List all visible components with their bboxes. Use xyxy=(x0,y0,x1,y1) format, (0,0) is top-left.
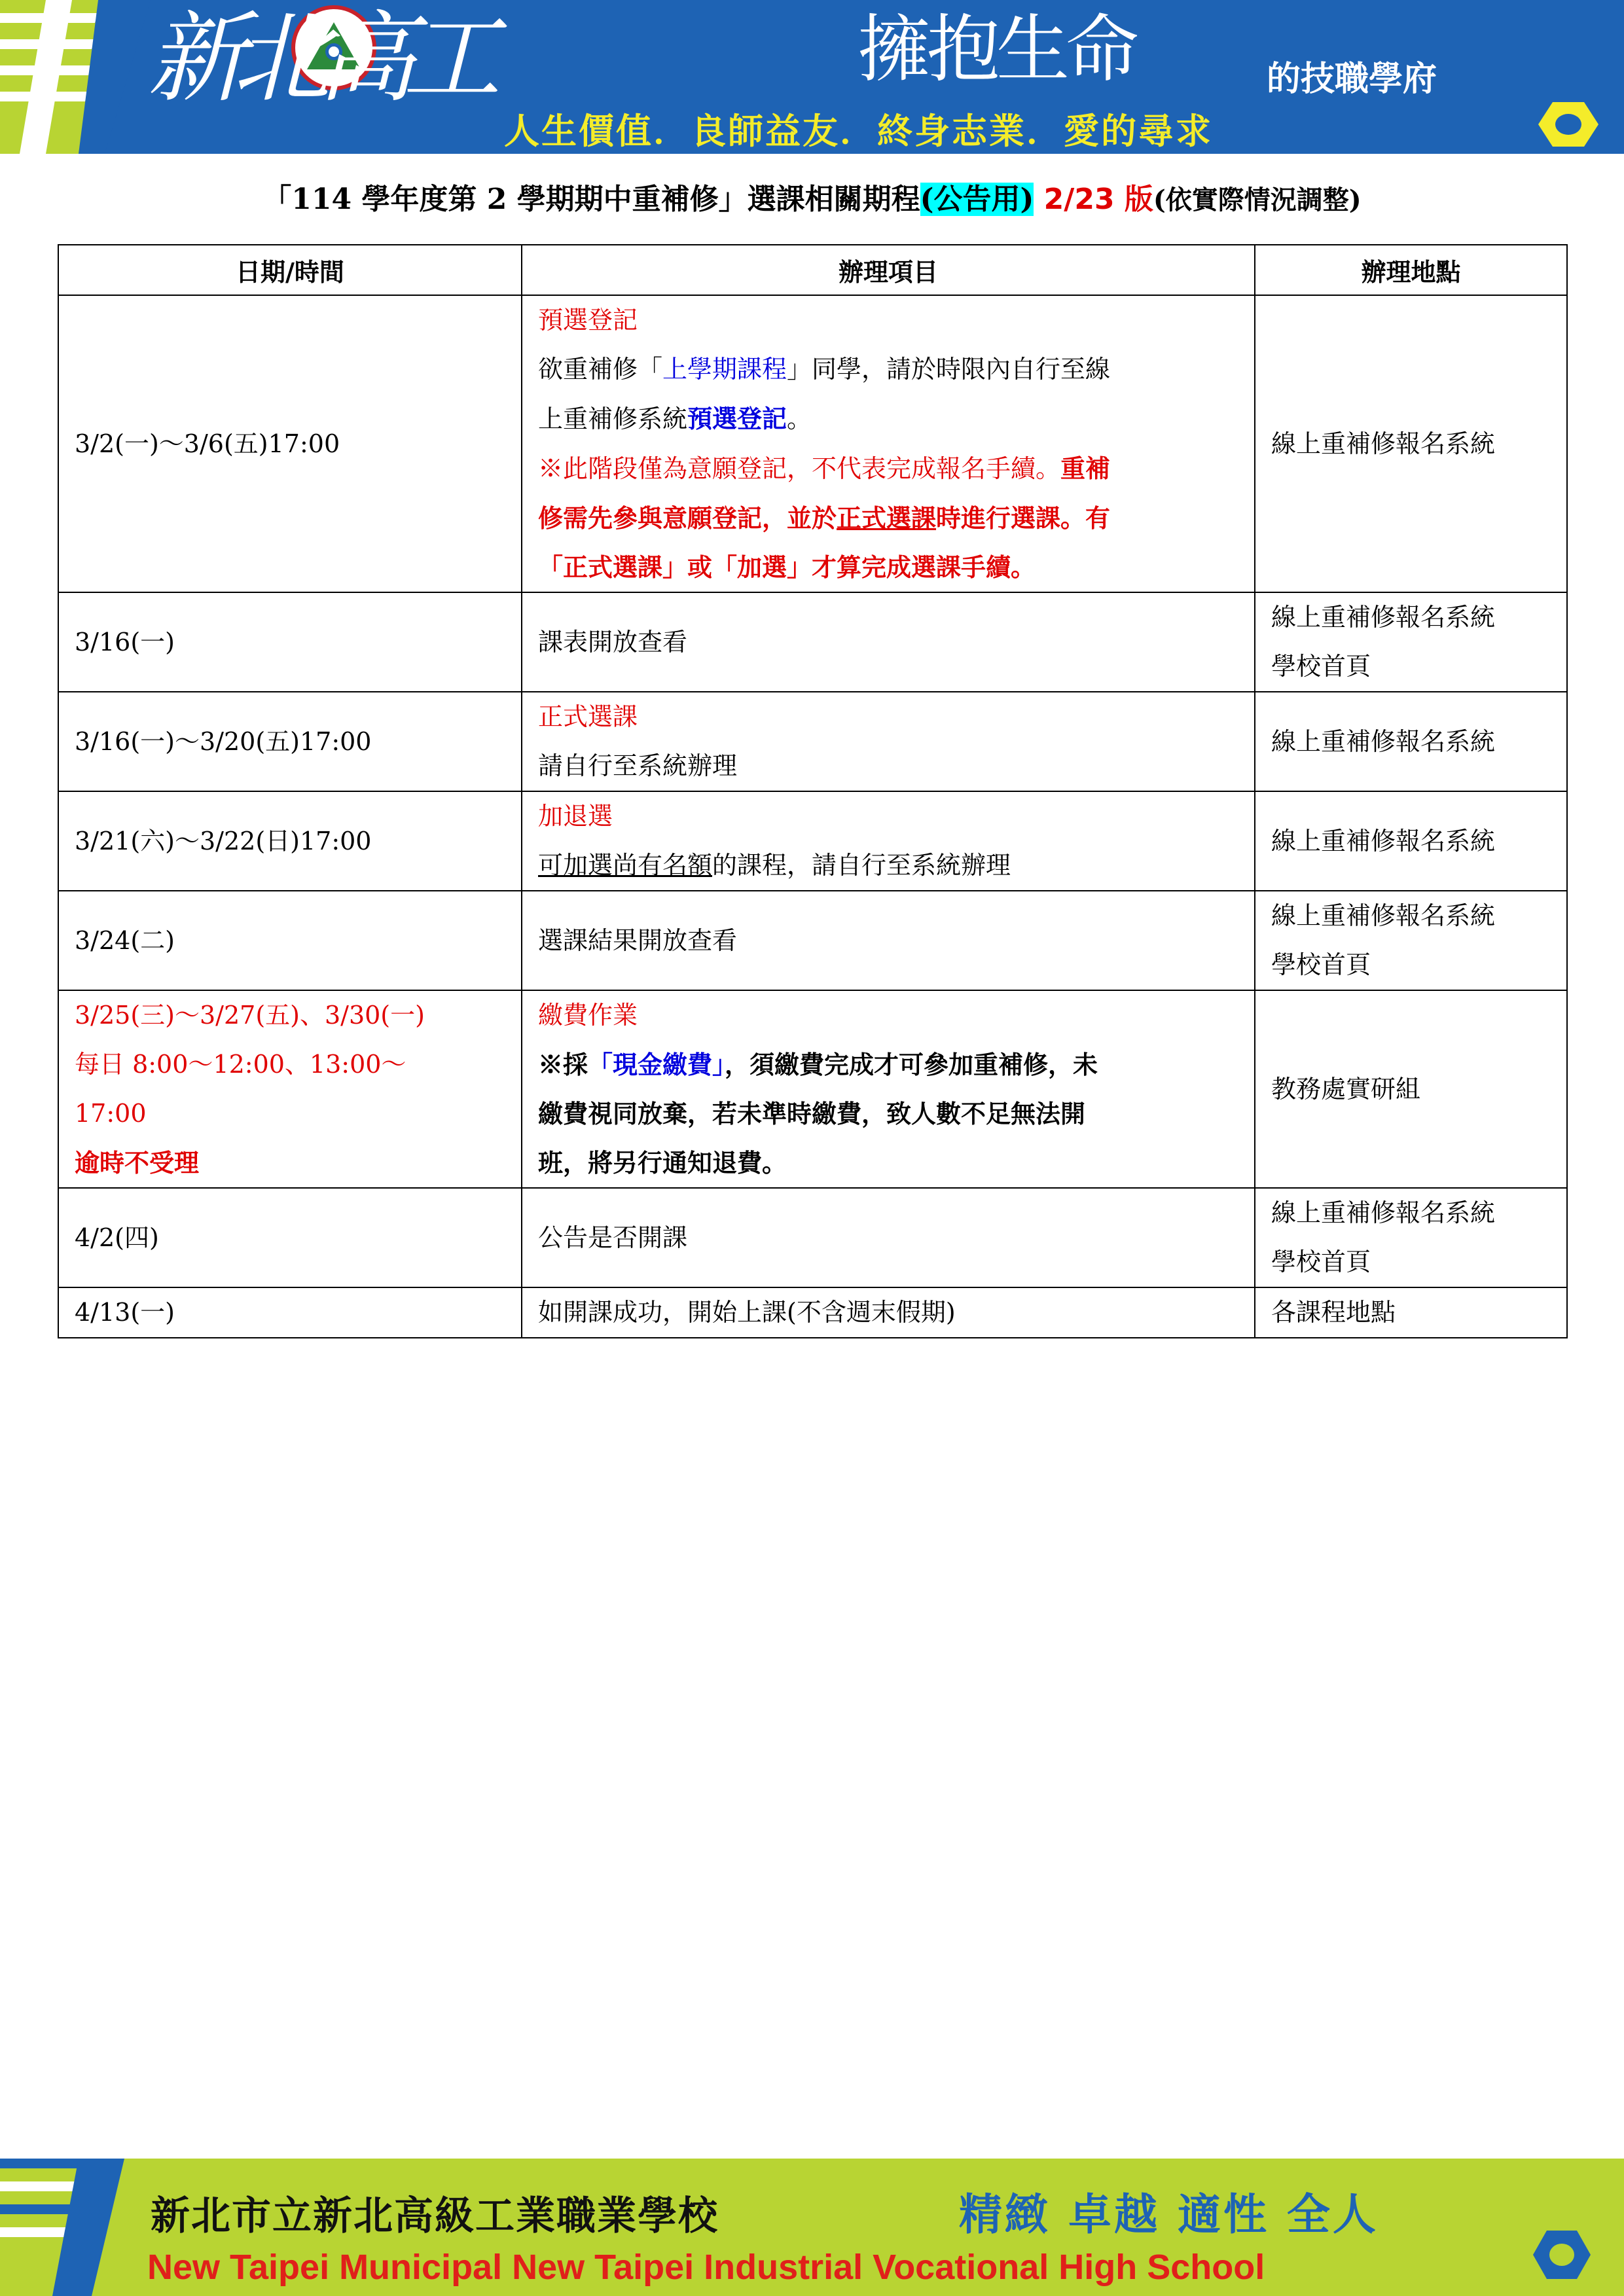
item-title: 預選登記 xyxy=(538,306,638,334)
item-text-blue: 上學期課程 xyxy=(662,355,787,384)
title-note: (依實際情況調整) xyxy=(1153,185,1362,215)
place-line: 學校首頁 xyxy=(1271,652,1371,681)
row-place: 線上重補修報名系統 xyxy=(1255,791,1567,891)
table-row xyxy=(58,692,1567,791)
item-text: 」同學，請於時限內自行至線 xyxy=(787,355,1111,384)
place-line: 線上重補修報名系統 xyxy=(1271,1198,1496,1227)
row-date: 3/2(一)～3/6(五)17:00 xyxy=(58,295,522,592)
place-line: 學校首頁 xyxy=(1271,950,1371,979)
row-item xyxy=(522,990,1255,1188)
item-title: 加退選 xyxy=(538,802,613,831)
title-version: 2/23 版 xyxy=(1043,183,1153,216)
item-warning: ※此階段僅為意願登記，不代表完成報名手續。 xyxy=(538,454,1061,483)
table-row xyxy=(58,592,1567,692)
document-title xyxy=(0,175,1624,217)
date-line: 17:00 xyxy=(75,1099,147,1128)
table-row xyxy=(58,1287,1567,1338)
column-header-date: 日期/時間 xyxy=(58,245,522,295)
row-place xyxy=(1255,592,1567,692)
hexagon-nut-icon xyxy=(1532,2229,1592,2280)
table-row xyxy=(58,791,1567,891)
row-date: 4/2(四) xyxy=(58,1188,522,1287)
row-item xyxy=(522,791,1255,891)
date-warning: 逾時不受理 xyxy=(75,1148,200,1177)
header-motto: 人生價值．良師益友．終身志業．愛的尋求 xyxy=(504,111,1213,152)
row-date xyxy=(58,990,522,1188)
row-place xyxy=(1255,1188,1567,1287)
item-warning-bold: 重補 xyxy=(1060,454,1111,483)
item-warning-bold: 時進行選課。有 xyxy=(936,503,1111,533)
item-text-bold: ，須繳費完成才可參加重補修，未 xyxy=(725,1050,1098,1079)
item-warning-underlined: 正式選課 xyxy=(837,503,937,533)
row-item: 公告是否開課 xyxy=(522,1188,1255,1287)
date-line: 每日 8:00～12:00、13:00～ xyxy=(75,1050,406,1079)
row-item xyxy=(522,295,1255,592)
row-place: 教務處實研組 xyxy=(1255,990,1567,1188)
item-text: 請自行至系統辦理 xyxy=(538,751,738,780)
place-line: 學校首頁 xyxy=(1271,1247,1371,1276)
footer-school-name-en: New Taipei Municipal New Taipei Industrial Vocational High School xyxy=(147,2248,1265,2287)
row-item xyxy=(522,692,1255,791)
title-highlight: (公告用) xyxy=(920,183,1034,216)
footer-banner xyxy=(0,2159,1624,2296)
row-date: 3/21(六)～3/22(日)17:00 xyxy=(58,791,522,891)
footer-school-name-zh: 新北市立新北高級工業職業學校 xyxy=(151,2193,719,2239)
row-place: 線上重補修報名系統 xyxy=(1255,295,1567,592)
item-title: 正式選課 xyxy=(538,702,638,731)
date-line: 3/25(三)～3/27(五)、3/30(一) xyxy=(75,1001,425,1030)
item-text-underlined: 可加選尚有名額 xyxy=(538,851,713,880)
row-place xyxy=(1255,891,1567,990)
place-line: 線上重補修報名系統 xyxy=(1271,603,1496,632)
item-text: 上重補修系統 xyxy=(538,404,688,433)
item-text-bold: 班，將另行通知退費。 xyxy=(538,1148,787,1177)
header-banner xyxy=(0,0,1624,154)
footer-stripes-graphic xyxy=(0,2159,131,2296)
hexagon-nut-icon xyxy=(1537,101,1600,148)
table-header-row xyxy=(58,245,1567,295)
item-text-blue-bold: 預選登記 xyxy=(687,404,787,433)
table-row xyxy=(58,1188,1567,1287)
header-slogan-small: 的技職學府 xyxy=(1267,60,1437,99)
item-warning-bold: 修需先參與意願登記，並於 xyxy=(538,503,837,533)
column-header-item: 辦理項目 xyxy=(522,245,1255,295)
item-text: 的課程，請自行至系統辦理 xyxy=(712,851,1011,880)
row-date: 3/16(一)～3/20(五)17:00 xyxy=(58,692,522,791)
row-place: 各課程地點 xyxy=(1255,1287,1567,1338)
header-calligraphy: 新北高工 xyxy=(147,2,488,116)
item-warning-bold: 「正式選課」或「加選」才算完成選課手續。 xyxy=(538,552,1036,582)
footer-tagline: 精緻 卓越 適性 全人 xyxy=(959,2189,1379,2240)
item-text-bold: 繳費視同放棄，若未準時繳費，致人數不足無法開 xyxy=(538,1099,1086,1128)
item-text-blue-bold: 「現金繳費」 xyxy=(588,1050,725,1079)
item-text: 欲重補修「 xyxy=(538,355,663,384)
row-item: 課表開放查看 xyxy=(522,592,1255,692)
title-main: 「114 學年度第 2 學期期中重補修」選課相關期程 xyxy=(262,183,920,216)
item-text-bold: ※採 xyxy=(538,1050,588,1079)
row-date: 3/24(二) xyxy=(58,891,522,990)
item-text: 。 xyxy=(787,404,812,433)
row-place: 線上重補修報名系統 xyxy=(1255,692,1567,791)
table-row xyxy=(58,990,1567,1188)
row-item: 如開課成功，開始上課(不含週末假期) xyxy=(522,1287,1255,1338)
row-date: 3/16(一) xyxy=(58,592,522,692)
row-item: 選課結果開放查看 xyxy=(522,891,1255,990)
header-stripes-graphic xyxy=(0,0,151,154)
item-title: 繳費作業 xyxy=(538,1001,638,1030)
row-date: 4/13(一) xyxy=(58,1287,522,1338)
column-header-place: 辦理地點 xyxy=(1255,245,1567,295)
header-slogan-big: 擁抱生命 xyxy=(857,7,1135,92)
place-line: 線上重補修報名系統 xyxy=(1271,901,1496,930)
table-row xyxy=(58,891,1567,990)
table-row xyxy=(58,295,1567,592)
schedule-table xyxy=(58,244,1568,1338)
